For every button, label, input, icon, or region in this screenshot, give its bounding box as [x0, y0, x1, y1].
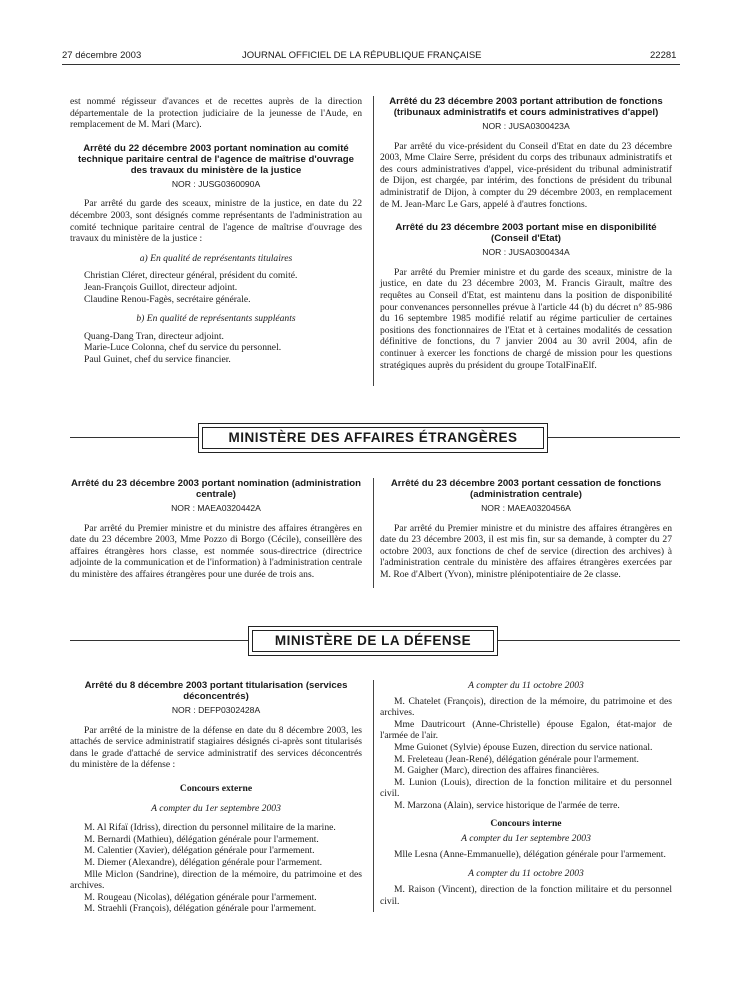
defense-left-column: [70, 680, 362, 915]
justice-left-column: [70, 96, 362, 366]
list-item: Claudine Renou-Fagès, secrétaire générale.: [84, 293, 251, 305]
date-heading: A compter du 1er septembre 2003: [151, 802, 281, 814]
list-item: M. Chatelet (François), direction de la mémoire, du patrimoine et des archives.: [380, 695, 672, 719]
arrete-body: Par arrêté du Premier ministre et du ministre des affaires étrangères en date du 23 décembre 2003, Mme Pozzo di Borgo (Cécile), conseillère des affaires étrangères hors classe, est nommée sous-directrice (directrice adjointe de la communication et de l'information) à l'administration centrale du ministère des affaires étrangères pour une durée de trois ans.: [70, 522, 362, 580]
header-page-number: 22281: [650, 50, 677, 61]
ministry-banner-text: MINISTÈRE DES AFFAIRES ÉTRANGÈRES: [202, 427, 544, 449]
titulaires-heading: a) En qualité de représentants titulaires: [139, 252, 293, 264]
arrete-title: Arrêté du 22 décembre 2003 portant nomination au comité technique paritaire central de l'agence de maîtrise d'ouvrage des travaux du ministère de la justice: [78, 142, 354, 176]
list-item: Mme Guionet (Sylvie) épouse Euzen, direction du service national.: [394, 741, 653, 753]
ministry-banner-text: MINISTÈRE DE LA DÉFENSE: [252, 630, 494, 652]
continuation-text: est nommé régisseur d'avances et de recettes auprès de la direction départementale de la protection judiciaire de la jeunesse de l'Aude, en remplacement de M. Mari (Marc).: [70, 96, 362, 131]
nor-reference: NOR : MAEA0320442A: [171, 503, 261, 513]
concours-externe-heading: Concours externe: [179, 782, 253, 794]
date-heading: A compter du 11 octobre 2003: [468, 680, 584, 691]
affaires-left-column: [70, 478, 362, 581]
banner-rule-left: [70, 437, 198, 438]
titulaires-list: [70, 270, 362, 305]
list-item: M. Diemer (Alexandre), délégation générale pour l'armement.: [84, 856, 323, 868]
list-item: M. Bernardi (Mathieu), délégation générale pour l'armement.: [84, 833, 319, 845]
list-item: M. Raison (Vincent), direction de la fonction militaire et du personnel civil.: [380, 883, 672, 907]
list-item: Quang-Dang Tran, directeur adjoint.: [84, 330, 224, 342]
suppleants-list: [70, 331, 362, 366]
header-date: 27 décembre 2003: [62, 50, 142, 61]
arrete-body: Par arrêté de la ministre de la défense en date du 8 décembre 2003, les attachés de service administratif stagiaires désignés ci-après sont titularisés dans le grade d'attaché de service administratif des services déconcentrés du ministère de la défense :: [70, 724, 362, 771]
externe-sept-list: [70, 822, 362, 915]
column-divider: [373, 478, 374, 588]
suppleants-heading: b) En qualité de représentants suppléants: [136, 313, 296, 325]
list-item: Paul Guinet, chef du service financier.: [84, 353, 231, 365]
list-item: Mlle Lesna (Anne-Emmanuelle), délégation générale pour l'armement.: [394, 848, 666, 860]
list-item: M. Marzona (Alain), service historique de l'armée de terre.: [394, 799, 620, 811]
nor-reference: NOR : MAEA0320456A: [481, 503, 571, 513]
column-divider: [373, 680, 374, 912]
nor-reference: NOR : JUSA0300423A: [482, 121, 570, 131]
list-item: Mme Dautricourt (Anne-Christelle) épouse Egalon, état-major de l'armée de l'air.: [380, 718, 672, 742]
list-item: M. Rougeau (Nicolas), délégation générale pour l'armement.: [84, 891, 317, 903]
banner-rule-right: [548, 437, 680, 438]
arrete-title: Arrêté du 8 décembre 2003 portant titularisation (services déconcentrés): [84, 680, 348, 702]
list-item: M. Gaigher (Marc), direction des affaires financières.: [394, 765, 600, 777]
list-item: Mlle Miclon (Sandrine), direction de la mémoire, du patrimoine et des archives.: [70, 868, 362, 892]
header-rule: [62, 64, 680, 65]
interne-sept-list: [380, 849, 672, 861]
date-heading: A compter du 1er septembre 2003: [461, 833, 591, 845]
list-item: M. Calentier (Xavier), délégation générale pour l'armement.: [84, 845, 315, 857]
list-item: M. Al Rifaï (Idriss), direction du personnel militaire de la marine.: [84, 822, 336, 834]
arrete-title: Arrêté du 23 décembre 2003 portant nomination (administration centrale): [70, 478, 361, 500]
interne-oct-list: [380, 884, 672, 907]
list-item: Jean-François Guillot, directeur adjoint.: [84, 281, 238, 293]
list-item: Marie-Luce Colonna, chef du service du personnel.: [84, 342, 282, 354]
externe-oct-list: [380, 696, 672, 812]
banner-rule-right: [498, 640, 680, 641]
list-item: Christian Cléret, directeur général, président du comité.: [84, 270, 298, 282]
column-divider: [373, 96, 374, 386]
nor-reference: NOR : JUSA0300434A: [482, 247, 570, 258]
arrete-body: Par arrêté du Premier ministre et du ministre des affaires étrangères en date du 23 décembre 2003, il est mis fin, sur sa demande, à compter du 27 octobre 2003, aux fonctions de chef de service (direction des archives) à l'administration centrale du ministère des affaires étrangères exercées par M. Roe d'Albert (Yvon), ministre plénipotentiaire de 2e classe.: [380, 522, 672, 580]
arrete-title: Arrêté du 23 décembre 2003 portant mise en disponibilité (Conseil d'Etat): [395, 222, 657, 245]
date-heading: A compter du 11 octobre 2003: [468, 868, 584, 880]
nor-reference: NOR : DEFP0302428A: [171, 705, 261, 715]
arrete-title: Arrêté du 23 décembre 2003 portant cessation de fonctions (administration centrale): [390, 478, 662, 500]
arrete-title: Arrêté du 23 décembre 2003 portant attribution de fonctions (tribunaux administratifs et cours administratives d'appel): [389, 96, 663, 118]
concours-interne-heading: Concours interne: [490, 817, 562, 829]
arrete-body: Par arrêté du Premier ministre et du garde des sceaux, ministre de la justice, en date du 23 décembre 2003, M. Francis Girault, maître des requêtes au Conseil d'Etat, est maintenu dans la position de disponibilité pour convenances personnelles prévue à l'article 44 (b) du décret n° 85-986 du 16 septembre 1985 modifié relatif au régime particulier de certaines positions des fonctionnaires de l'Etat et à certaines modalités de cessation définitive de fonctions, du 7 janvier 2004 au 30 avril 2004, afin de continuer à exercer les fonctions de chargé de mission pour les questions stratégiques auprès du président du groupe TotalFinaElf.: [380, 266, 672, 371]
nor-reference: NOR : JUSG0360090A: [171, 178, 261, 189]
ministry-banner: [198, 423, 548, 453]
arrete-body: Par arrêté du vice-président du Conseil d'Etat en date du 23 décembre 2003, Mme Claire Serre, président du corps des tribunaux administratifs et des cours administratives d'appel, vice-président du tribunal administratif de Dijon, est chargée, par intérim, des fonctions de président du tribunal administratif de Dijon, à compter du 29 décembre 2003, en remplacement de M. Jean-Marc Le Gars, appelé à d'autres fonctions.: [380, 140, 672, 210]
ministry-banner: [248, 626, 498, 656]
header-title: JOURNAL OFFICIEL DE LA RÉPUBLIQUE FRANÇAISE: [242, 50, 482, 61]
justice-right-column: [380, 96, 672, 371]
affaires-right-column: [380, 478, 672, 581]
defense-right-column: [380, 680, 672, 907]
list-item: M. Lunion (Louis), direction de la fonction militaire et du personnel civil.: [380, 776, 672, 800]
list-item: M. Freleteau (Jean-René), délégation générale pour l'armement.: [394, 753, 639, 765]
arrete-body: Par arrêté du garde des sceaux, ministre de la justice, en date du 22 décembre 2003, sont désignés comme représentants de l'administration au comité technique paritaire central de l'agence de maîtrise d'ouvrage des travaux du ministère de la justice :: [70, 198, 362, 245]
list-item: M. Straehli (François), délégation générale pour l'armement.: [84, 903, 317, 915]
banner-rule-left: [70, 640, 248, 641]
